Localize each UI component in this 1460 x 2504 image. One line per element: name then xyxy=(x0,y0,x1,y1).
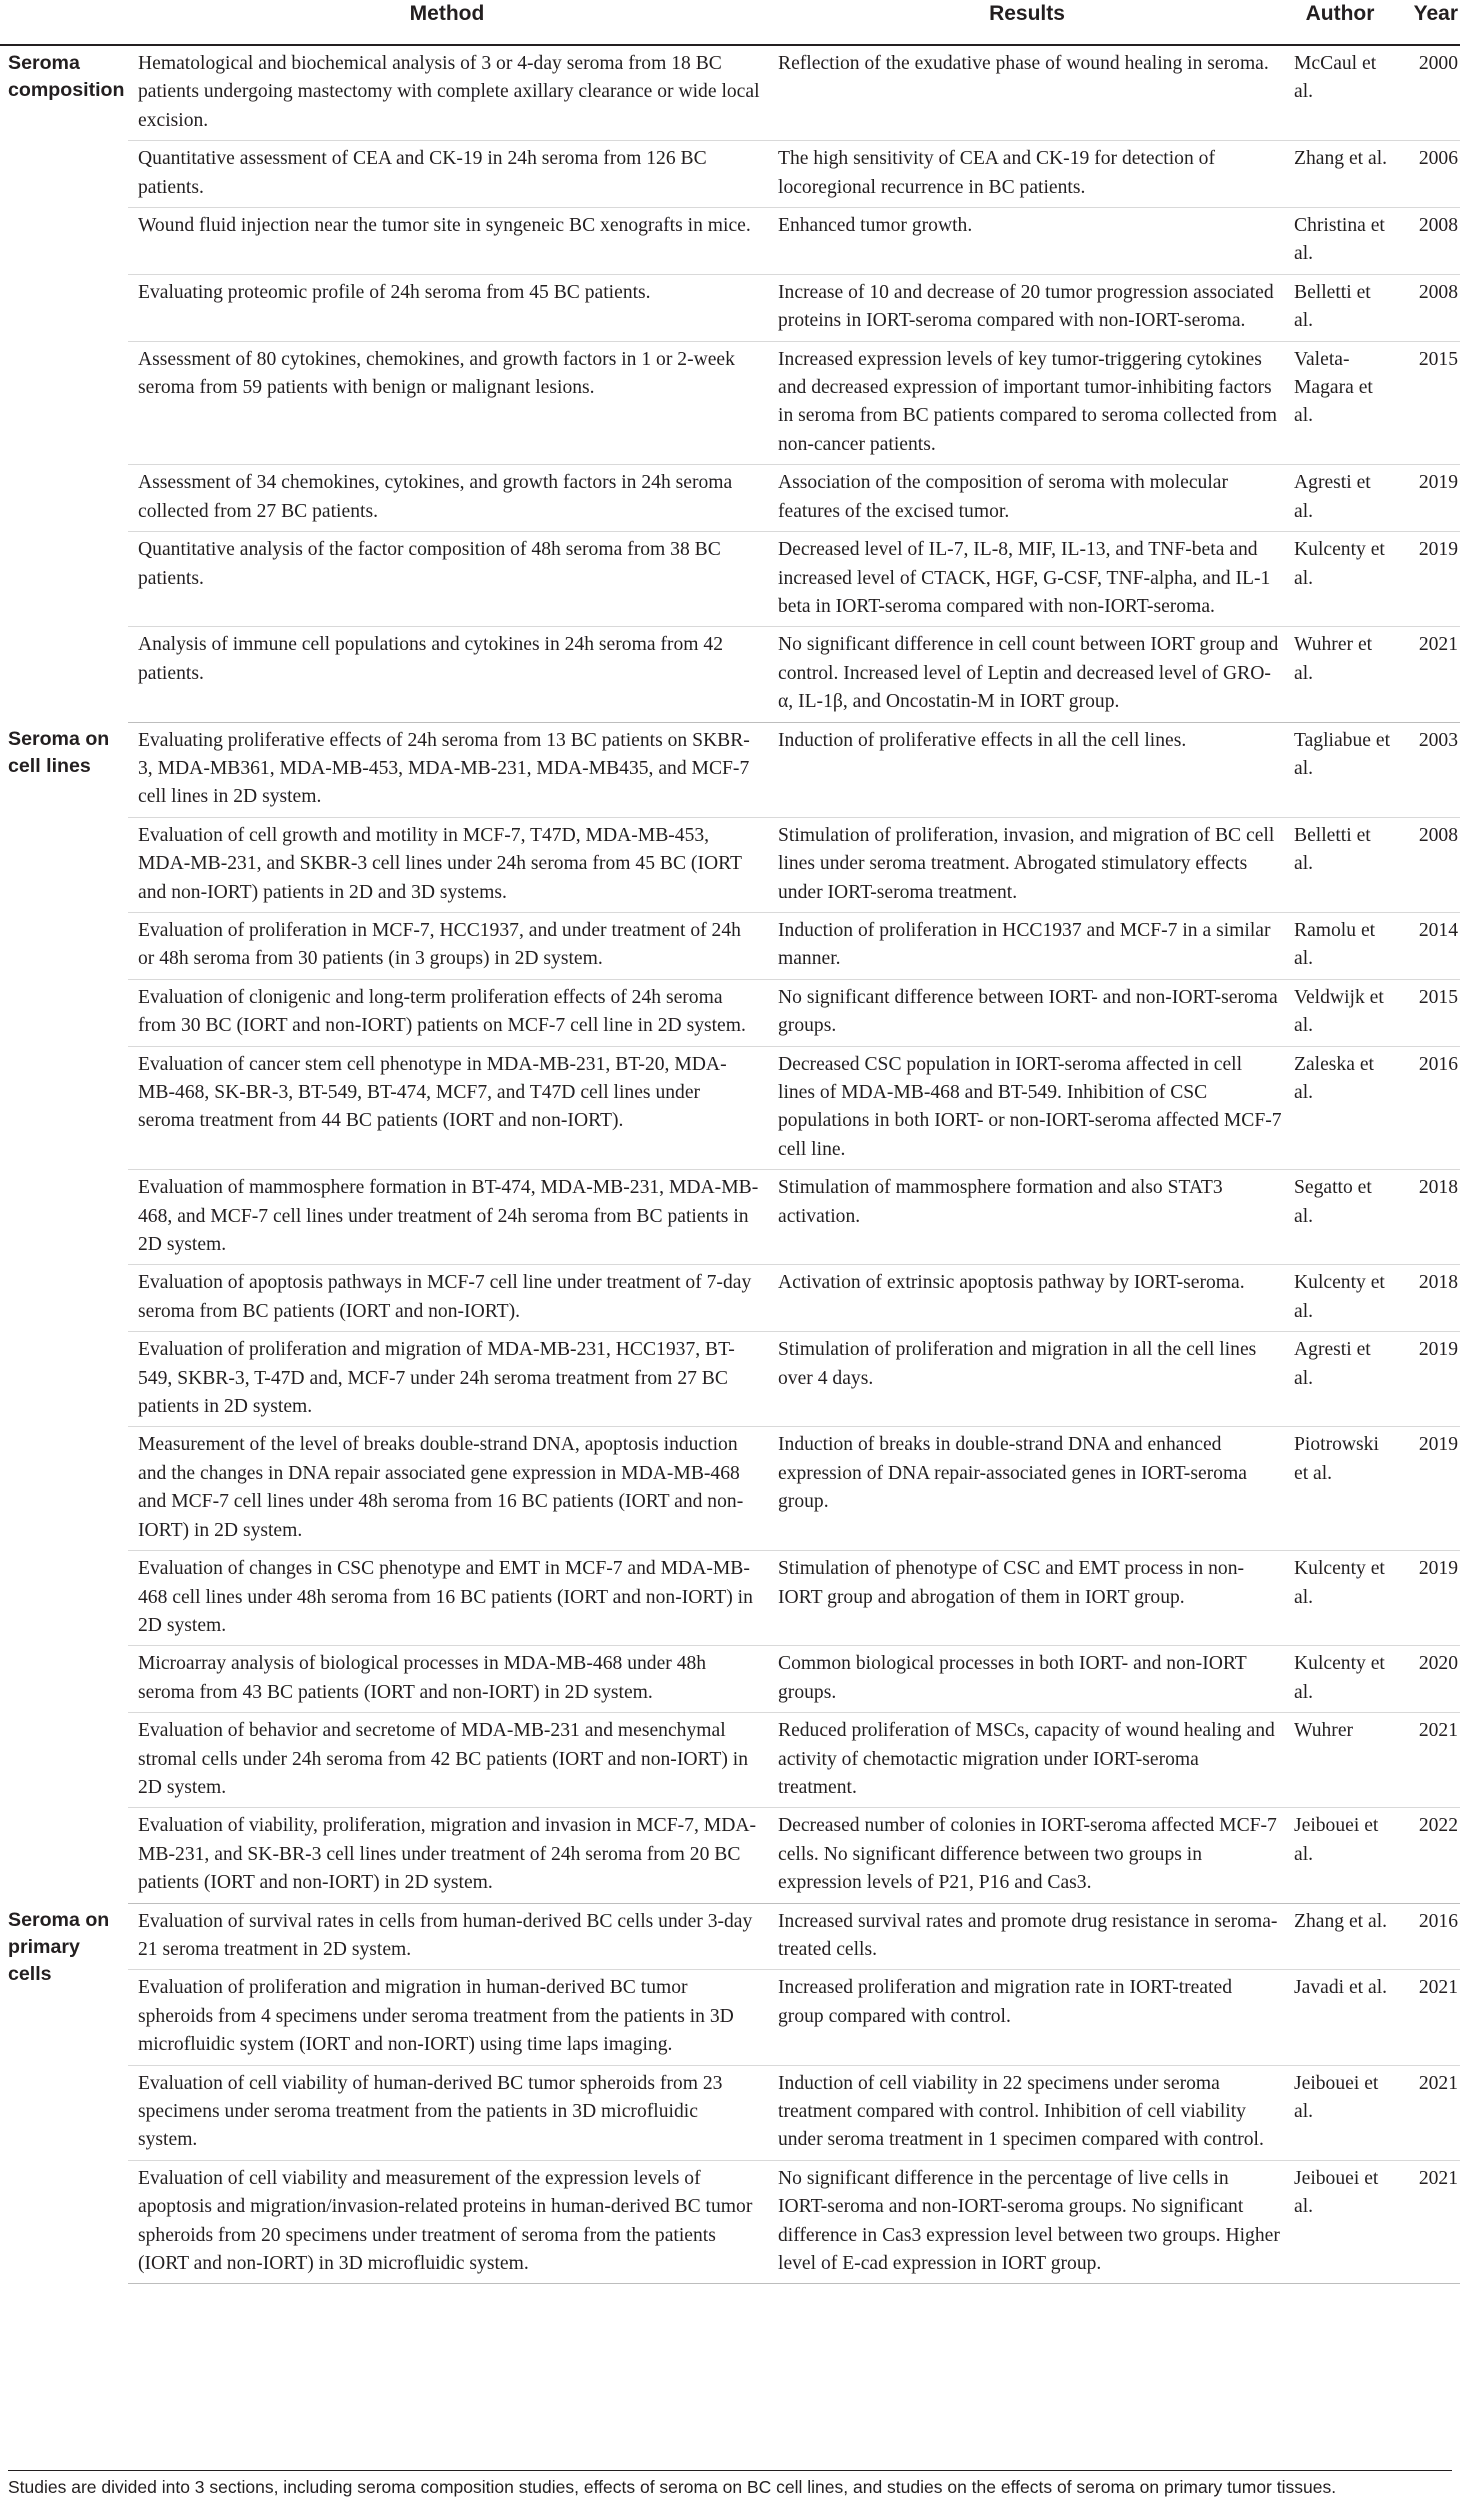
table-row xyxy=(0,1046,1460,1170)
table-row xyxy=(0,1551,1460,1646)
author-cell: Tagliabue et al. xyxy=(1288,722,1392,817)
method-cell: Evaluation of cell viability and measurement of the expression levels of apoptosis and migration/invasion-related proteins in human-derived BC tumor spheroids from 20 specimens under treatment of seroma from the patients (IORT and non-IORT) in 3D microfluidic system. xyxy=(128,2160,766,2284)
year-cell: 2021 xyxy=(1392,1970,1460,2065)
author-cell: Jeibouei et al. xyxy=(1288,1808,1392,1903)
method-cell: Evaluation of cancer stem cell phenotype in MDA-MB-231, BT-20, MDA-MB-468, SK-BR-3, BT-549, BT-474, MCF7, and T47D cell lines under seroma treatment from 44 BC patients (IORT and non-IORT). xyxy=(128,1046,766,1170)
method-cell: Quantitative assessment of CEA and CK-19 in 24h seroma from 126 BC patients. xyxy=(128,141,766,208)
result-cell: Stimulation of phenotype of CSC and EMT process in non-IORT group and abrogation of them in IORT group. xyxy=(766,1551,1288,1646)
year-cell: 2019 xyxy=(1392,1332,1460,1427)
author-cell: Kulcenty et al. xyxy=(1288,1551,1392,1646)
year-cell: 2008 xyxy=(1392,817,1460,912)
year-cell: 2019 xyxy=(1392,532,1460,627)
author-cell: Agresti et al. xyxy=(1288,1332,1392,1427)
author-cell: Veldwijk et al. xyxy=(1288,979,1392,1046)
method-cell: Hematological and biochemical analysis of 3 or 4-day seroma from 18 BC patients undergoing mastectomy with complete axillary clearance or wide local excision. xyxy=(128,45,766,141)
table-row xyxy=(0,1332,1460,1427)
author-cell: Agresti et al. xyxy=(1288,465,1392,532)
author-cell: Jeibouei et al. xyxy=(1288,2160,1392,2284)
result-cell: No significant difference between IORT- and non-IORT-seroma groups. xyxy=(766,979,1288,1046)
result-cell: No significant difference in cell count between IORT group and control. Increased level of Leptin and decreased level of GRO-α, IL-1β, and Oncostatin-M in IORT group. xyxy=(766,627,1288,722)
method-cell: Evaluating proliferative effects of 24h seroma from 13 BC patients on SKBR-3, MDA-MB361, MDA-MB-453, MDA-MB-231, MDA-MB435, and MCF-7 cell lines in 2D system. xyxy=(128,722,766,817)
method-cell: Evaluation of behavior and secretome of MDA-MB-231 and mesenchymal stromal cells under 24h seroma from 42 BC patients (IORT and non-IORT) in 2D system. xyxy=(128,1713,766,1808)
author-cell: Zaleska et al. xyxy=(1288,1046,1392,1170)
method-cell: Evaluation of viability, proliferation, migration and invasion in MCF-7, MDA-MB-231, and SK-BR-3 cell lines under treatment of 24h seroma from 20 BC patients (IORT and non-IORT) in 2D system. xyxy=(128,1808,766,1903)
result-cell: Decreased number of colonies in IORT-seroma affected MCF-7 cells. No significant difference between two groups in expression levels of P21, P16 and Cas3. xyxy=(766,1808,1288,1903)
year-cell: 2008 xyxy=(1392,208,1460,275)
result-cell: Reduced proliferation of MSCs, capacity of wound healing and activity of chemotactic migration under IORT-seroma treatment. xyxy=(766,1713,1288,1808)
year-cell: 2018 xyxy=(1392,1170,1460,1265)
method-cell: Evaluation of clonigenic and long-term proliferation effects of 24h seroma from 30 BC (IORT and non-IORT) patients on MCF-7 cell line in 2D system. xyxy=(128,979,766,1046)
method-cell: Evaluation of changes in CSC phenotype and EMT in MCF-7 and MDA-MB-468 cell lines under 48h seroma from 16 BC patients (IORT and non-IORT) in 2D system. xyxy=(128,1551,766,1646)
author-cell: Wuhrer xyxy=(1288,1713,1392,1808)
author-cell: Zhang et al. xyxy=(1288,141,1392,208)
method-cell: Evaluation of cell viability of human-derived BC tumor spheroids from 23 specimens under seroma treatment from the patients in 3D microfluidic system. xyxy=(128,2065,766,2160)
table-row xyxy=(0,627,1460,722)
year-cell: 2016 xyxy=(1392,1903,1460,1970)
year-cell: 2018 xyxy=(1392,1265,1460,1332)
method-cell: Evaluation of proliferation and migration in human-derived BC tumor spheroids from 4 specimens under seroma treatment from the patients in 3D microfluidic system (IORT and non-IORT) using time laps imaging. xyxy=(128,1970,766,2065)
author-cell: Javadi et al. xyxy=(1288,1970,1392,2065)
table-row xyxy=(0,208,1460,275)
result-cell: Increased survival rates and promote drug resistance in seroma-treated cells. xyxy=(766,1903,1288,1970)
year-cell: 2021 xyxy=(1392,627,1460,722)
result-cell: Common biological processes in both IORT- and non-IORT groups. xyxy=(766,1646,1288,1713)
table-row xyxy=(0,1808,1460,1903)
table-header xyxy=(0,0,1460,45)
year-cell: 2014 xyxy=(1392,912,1460,979)
header-method: Method xyxy=(128,0,766,45)
year-cell: 2021 xyxy=(1392,2160,1460,2284)
result-cell: Induction of cell viability in 22 specimens under seroma treatment compared with control. Inhibition of cell viability under seroma treatment in 1 specimen compared with control. xyxy=(766,2065,1288,2160)
table-row xyxy=(0,1970,1460,2065)
result-cell: Decreased CSC population in IORT-seroma affected in cell lines of MDA-MB-468 and BT-549. Inhibition of CSC populations in both IORT- or non-IORT-seroma affected MCF-7 cell line. xyxy=(766,1046,1288,1170)
year-cell: 2016 xyxy=(1392,1046,1460,1170)
year-cell: 2006 xyxy=(1392,141,1460,208)
method-cell: Analysis of immune cell populations and cytokines in 24h seroma from 42 patients. xyxy=(128,627,766,722)
result-cell: Stimulation of mammosphere formation and also STAT3 activation. xyxy=(766,1170,1288,1265)
section-label: Seroma on cell lines xyxy=(8,728,110,778)
result-cell: No significant difference in the percentage of live cells in IORT-seroma and non-IORT-seroma groups. No significant difference in Cas3 expression level between two groups. Higher level of E-cad expression in IORT group. xyxy=(766,2160,1288,2284)
table-row xyxy=(0,912,1460,979)
result-cell: Association of the composition of seroma with molecular features of the excised tumor. xyxy=(766,465,1288,532)
table-row xyxy=(0,274,1460,341)
result-cell: Enhanced tumor growth. xyxy=(766,208,1288,275)
table-row xyxy=(0,1170,1460,1265)
table-row xyxy=(0,1713,1460,1808)
result-cell: Stimulation of proliferation and migration in all the cell lines over 4 days. xyxy=(766,1332,1288,1427)
year-cell: 2015 xyxy=(1392,979,1460,1046)
year-cell: 2019 xyxy=(1392,1551,1460,1646)
table-row xyxy=(0,1646,1460,1713)
author-cell: Jeibouei et al. xyxy=(1288,2065,1392,2160)
method-cell: Evaluation of apoptosis pathways in MCF-7 cell line under treatment of 7-day seroma from BC patients (IORT and non-IORT). xyxy=(128,1265,766,1332)
author-cell: Valeta-Magara et al. xyxy=(1288,341,1392,465)
result-cell: Induction of proliferation in HCC1937 and MCF-7 in a similar manner. xyxy=(766,912,1288,979)
table-body xyxy=(0,45,1460,2284)
table-row xyxy=(0,817,1460,912)
year-cell: 2008 xyxy=(1392,274,1460,341)
author-cell: Piotrowski et al. xyxy=(1288,1427,1392,1551)
table-footnote: Studies are divided into 3 sections, including seroma composition studies, effects of seroma on BC cell lines, and studies on the effects of seroma on primary tumor tissues. xyxy=(8,2470,1452,2499)
method-cell: Measurement of the level of breaks double-strand DNA, apoptosis induction and the changes in DNA repair associated gene expression in MDA-MB-468 and MCF-7 cell lines under 48h seroma from 16 BC patients (IORT and non-IORT) in 2D system. xyxy=(128,1427,766,1551)
table-row xyxy=(0,141,1460,208)
result-cell: Increased proliferation and migration rate in IORT-treated group compared with control. xyxy=(766,1970,1288,2065)
header-section xyxy=(0,0,128,45)
method-cell: Evaluation of proliferation and migration of MDA-MB-231, HCC1937, BT-549, SKBR-3, T-47D and, MCF-7 under 24h seroma treatment from 27 BC patients in 2D system. xyxy=(128,1332,766,1427)
result-cell: Stimulation of proliferation, invasion, and migration of BC cell lines under seroma treatment. Abrogated stimulatory effects under IORT-seroma treatment. xyxy=(766,817,1288,912)
result-cell: Increased expression levels of key tumor-triggering cytokines and decreased expression of important tumor-inhibiting factors in seroma from BC patients compared to seroma collected from non-cancer patients. xyxy=(766,341,1288,465)
author-cell: Zhang et al. xyxy=(1288,1903,1392,1970)
author-cell: Kulcenty et al. xyxy=(1288,532,1392,627)
table-row xyxy=(0,722,1460,817)
author-cell: Kulcenty et al. xyxy=(1288,1265,1392,1332)
table-row xyxy=(0,532,1460,627)
author-cell: Belletti et al. xyxy=(1288,817,1392,912)
year-cell: 2020 xyxy=(1392,1646,1460,1713)
author-cell: Wuhrer et al. xyxy=(1288,627,1392,722)
header-author: Author xyxy=(1288,0,1392,45)
year-cell: 2019 xyxy=(1392,1427,1460,1551)
method-cell: Evaluation of cell growth and motility in MCF-7, T47D, MDA-MB-453, MDA-MB-231, and SKBR-3 cell lines under 24h seroma from 45 BC (IORT and non-IORT) patients in 2D and 3D systems. xyxy=(128,817,766,912)
method-cell: Assessment of 34 chemokines, cytokines, and growth factors in 24h seroma collected from 27 BC patients. xyxy=(128,465,766,532)
year-cell: 2021 xyxy=(1392,1713,1460,1808)
method-cell: Evaluation of mammosphere formation in BT-474, MDA-MB-231, MDA-MB-468, and MCF-7 cell lines under treatment of 24h seroma from BC patients in 2D system. xyxy=(128,1170,766,1265)
table-row xyxy=(0,1427,1460,1551)
author-cell: McCaul et al. xyxy=(1288,45,1392,141)
year-cell: 2021 xyxy=(1392,2065,1460,2160)
result-cell: Reflection of the exudative phase of wound healing in seroma. xyxy=(766,45,1288,141)
table-row xyxy=(0,979,1460,1046)
method-cell: Evaluation of proliferation in MCF-7, HCC1937, and under treatment of 24h or 48h seroma from 30 patients (in 3 groups) in 2D system. xyxy=(128,912,766,979)
header-results: Results xyxy=(766,0,1288,45)
section-label: Seroma composition xyxy=(8,52,125,101)
table-row xyxy=(0,2065,1460,2160)
author-cell: Ramolu et al. xyxy=(1288,912,1392,979)
year-cell: 2003 xyxy=(1392,722,1460,817)
section-label: Seroma on primary cells xyxy=(8,1909,110,1986)
year-cell: 2000 xyxy=(1392,45,1460,141)
table-row xyxy=(0,341,1460,465)
method-cell: Wound fluid injection near the tumor site in syngeneic BC xenografts in mice. xyxy=(128,208,766,275)
year-cell: 2019 xyxy=(1392,465,1460,532)
table-row xyxy=(0,465,1460,532)
result-cell: Induction of breaks in double-strand DNA and enhanced expression of DNA repair-associated genes in IORT-seroma group. xyxy=(766,1427,1288,1551)
result-cell: Activation of extrinsic apoptosis pathway by IORT-seroma. xyxy=(766,1265,1288,1332)
author-cell: Christina et al. xyxy=(1288,208,1392,275)
result-cell: Decreased level of IL-7, IL-8, MIF, IL-13, and TNF-beta and increased level of CTACK, HGF, G-CSF, TNF-alpha, and IL-1 beta in IORT-seroma compared with non-IORT-seroma. xyxy=(766,532,1288,627)
table-row xyxy=(0,1903,1460,1970)
result-cell: The high sensitivity of CEA and CK-19 for detection of locoregional recurrence in BC patients. xyxy=(766,141,1288,208)
method-cell: Microarray analysis of biological processes in MDA-MB-468 under 48h seroma from 43 BC patients (IORT and non-IORT) in 2D system. xyxy=(128,1646,766,1713)
year-cell: 2022 xyxy=(1392,1808,1460,1903)
table-row xyxy=(0,2160,1460,2284)
year-cell: 2015 xyxy=(1392,341,1460,465)
author-cell: Kulcenty et al. xyxy=(1288,1646,1392,1713)
method-cell: Quantitative analysis of the factor composition of 48h seroma from 38 BC patients. xyxy=(128,532,766,627)
table-row xyxy=(0,45,1460,141)
result-cell: Induction of proliferative effects in all the cell lines. xyxy=(766,722,1288,817)
method-cell: Evaluation of survival rates in cells from human-derived BC cells under 3-day 21 seroma treatment in 2D system. xyxy=(128,1903,766,1970)
table-row xyxy=(0,1265,1460,1332)
header-year: Year xyxy=(1392,0,1460,45)
result-cell: Increase of 10 and decrease of 20 tumor progression associated proteins in IORT-seroma compared with non-IORT-seroma. xyxy=(766,274,1288,341)
author-cell: Segatto et al. xyxy=(1288,1170,1392,1265)
author-cell: Belletti et al. xyxy=(1288,274,1392,341)
method-cell: Evaluating proteomic profile of 24h seroma from 45 BC patients. xyxy=(128,274,766,341)
method-cell: Assessment of 80 cytokines, chemokines, and growth factors in 1 or 2-week seroma from 59 patients with benign or malignant lesions. xyxy=(128,341,766,465)
